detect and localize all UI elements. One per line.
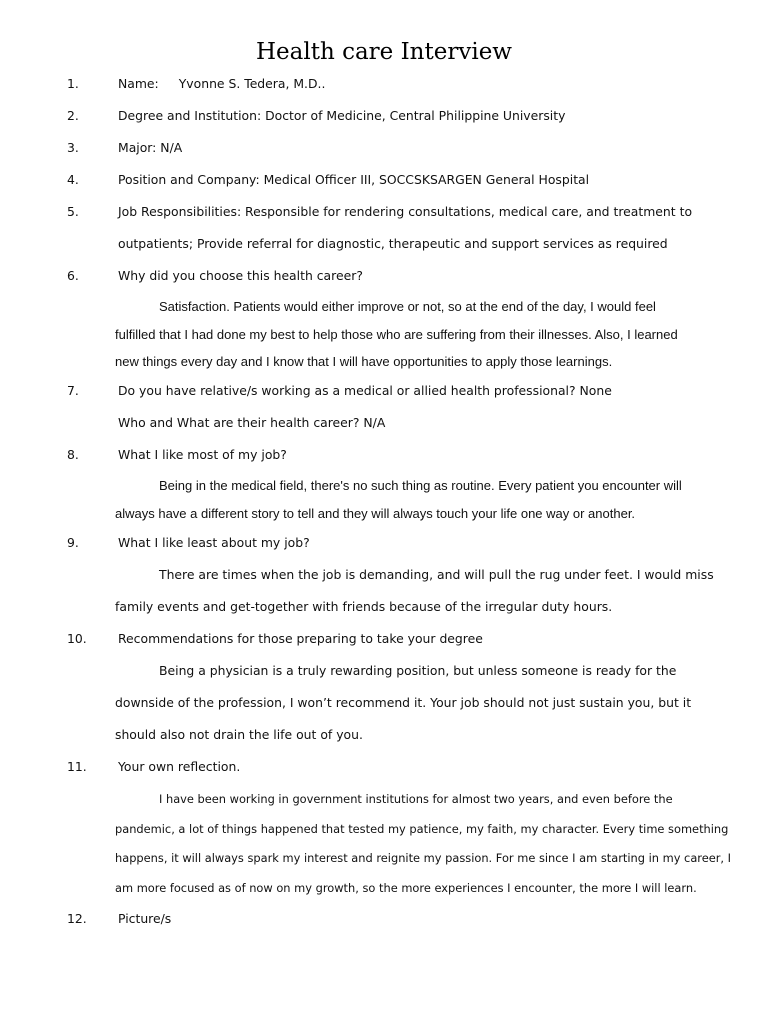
item-11-answer-line-3: happens, it will always spark my interest and reignite my passion. For me since I am starting in my career, I	[115, 851, 732, 865]
item-8-answer-line-1: Being in the medical field, there's no such thing as routine. Every patient you encounter will	[159, 478, 682, 493]
item-number: 7.	[67, 383, 79, 398]
name-label: Name:	[118, 76, 159, 91]
item-11-answer-line-1: I have been working in government institutions for almost two years, and even before the	[159, 792, 673, 806]
item-2-text: Degree and Institution: Doctor of Medicine, Central Philippine University	[118, 108, 566, 123]
item-9-answer-line-2: family events and get-together with friends because of the irregular duty hours.	[115, 599, 613, 614]
item-7-question: Do you have relative/s working as a medical or allied health professional? None	[118, 383, 612, 398]
item-11-question: Your own reflection.	[118, 759, 241, 774]
item-6-answer-line-1: Satisfaction. Patients would either improve or not, so at the end of the day, I would feel	[159, 299, 656, 314]
item-number: 9.	[67, 535, 79, 550]
item-6-answer-line-3: new things every day and I know that I will have opportunities to apply those learnings.	[115, 354, 613, 369]
item-number: 12.	[67, 911, 87, 926]
item-5-line-1: Job Responsibilities: Responsible for rendering consultations, medical care, and treatment to	[118, 204, 693, 219]
item-8-question: What I like most of my job?	[118, 447, 287, 462]
item-6-question: Why did you choose this health career?	[118, 268, 363, 283]
item-8-answer-line-2: always have a different story to tell and they will always touch your life one way or another.	[115, 506, 636, 521]
item-number: 5.	[67, 204, 79, 219]
item-7-followup: Who and What are their health career? N/A	[118, 415, 386, 430]
item-4-text: Position and Company: Medical Officer III, SOCCSKSARGEN General Hospital	[118, 172, 590, 187]
item-number: 10.	[67, 631, 87, 646]
name-value: Yvonne S. Tedera, M.D..	[178, 76, 326, 91]
item-5-line-2: outpatients; Provide referral for diagnostic, therapeutic and support services as required	[118, 236, 668, 251]
item-11-answer-line-4: am more focused as of now on my growth, so the more experiences I encounter, the more I will learn.	[115, 881, 697, 895]
item-number: 8.	[67, 447, 79, 462]
item-10-question: Recommendations for those preparing to take your degree	[118, 631, 483, 646]
item-number: 4.	[67, 172, 79, 187]
item-9-question: What I like least about my job?	[118, 535, 310, 550]
item-number: 6.	[67, 268, 79, 283]
item-12-question: Picture/s	[118, 911, 172, 926]
item-number: 1.	[67, 76, 79, 91]
item-number: 3.	[67, 140, 79, 155]
item-10-answer-line-2: downside of the profession, I won’t recommend it. Your job should not just sustain you, but it	[115, 695, 692, 710]
item-10-answer-line-3: should also not drain the life out of you.	[115, 727, 363, 742]
item-6-answer-line-2: fulfilled that I had done my best to help those who are suffering from their illnesses. Also, I learned	[115, 327, 678, 342]
item-number: 2.	[67, 108, 79, 123]
item-9-answer-line-1: There are times when the job is demanding, and will pull the rug under feet. I would miss	[159, 567, 714, 582]
item-number: 11.	[67, 759, 87, 774]
item-3-text: Major: N/A	[118, 140, 183, 155]
item-10-answer-line-1: Being a physician is a truly rewarding position, but unless someone is ready for the	[159, 663, 677, 678]
item-11-answer-line-2: pandemic, a lot of things happened that tested my patience, my faith, my character. Every time something	[115, 822, 729, 836]
page-title: Health care Interview	[255, 39, 512, 65]
item-1-line	[118, 75, 325, 93]
